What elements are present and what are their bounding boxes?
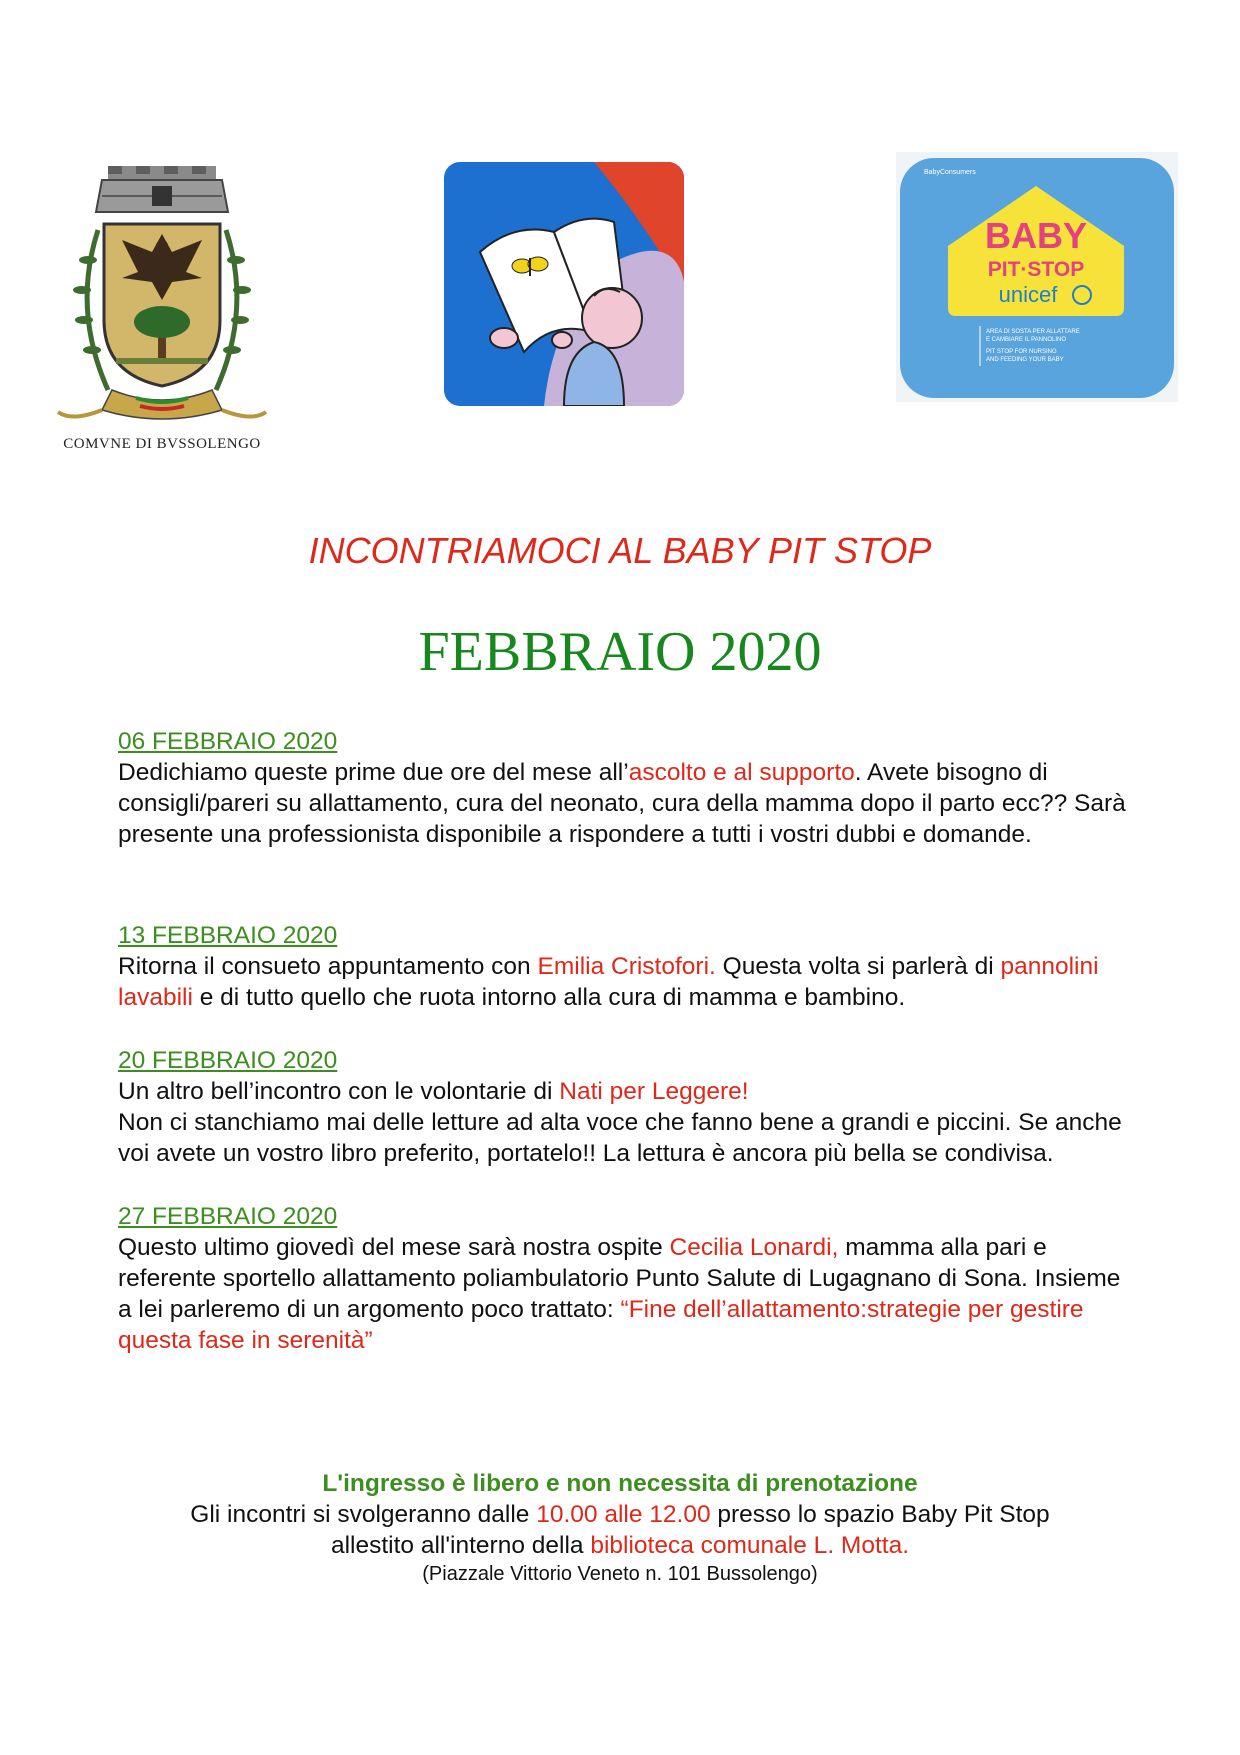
event-highlight: Cecilia Lonardi, (669, 1234, 839, 1261)
event-text: Ritorna il consueto appuntamento con (118, 953, 538, 980)
event-highlight: Nati per Leggere! (559, 1078, 749, 1105)
footer-schedule-line (0, 1499, 1240, 1530)
event-date: 06 FEBBRAIO 2020 (118, 728, 338, 755)
event-highlight: “Fine dell’allattamento:strategie per gestire questa fase in serenità” (118, 1296, 1084, 1354)
footer-text: Gli incontri si svolgeranno dalle (190, 1501, 537, 1528)
event-description (118, 1232, 1138, 1356)
event-date: 20 FEBBRAIO 2020 (118, 1047, 338, 1074)
event-date: 27 FEBBRAIO 2020 (118, 1203, 338, 1230)
baby-pit-stop-icon (896, 152, 1178, 402)
baby-pit-stop-unicef-logo (896, 152, 1178, 402)
event-text: Questo ultimo giovedì del mese sarà nostra ospite (118, 1234, 670, 1261)
pitstop-info2: E CAMBIARE IL PANNOLINO (986, 337, 1067, 343)
pitstop-info3: PIT STOP FOR NURSING (986, 349, 1057, 355)
free-entry-notice: L'ingresso è libero e non necessita di prenotazione (322, 1470, 918, 1497)
pitstop-unicef: unicef (998, 282, 1058, 307)
event-description (118, 1076, 1138, 1169)
event-highlight: Emilia Cristofori. (537, 953, 716, 980)
footer-address: (Piazzale Vittorio Veneto n. 101 Bussolengo) (422, 1563, 818, 1585)
nati-per-leggere-logo (444, 162, 684, 406)
pitstop-small-brand: BabyConsumers (924, 169, 976, 176)
event-item (118, 1045, 1138, 1169)
event-text: Questa volta si parlerà di (715, 953, 1001, 980)
footer-text: presso lo spazio Baby Pit Stop (710, 1501, 1050, 1528)
event-text: Un altro bell’incontro con le volontarie di (118, 1078, 560, 1105)
footer-place: biblioteca comunale L. Motta. (590, 1532, 910, 1559)
event-description (118, 951, 1138, 1013)
page-title: INCONTRIAMOCI AL BABY PIT STOP (308, 530, 932, 571)
event-item (118, 920, 1138, 1013)
event-text: . Avete bisogno di consigli/pareri su allattamento, cura del neonato, cura della mamma dopo il parto ecc?? Sarà presente una professionista disponibile a rispondere a tutti i vostri dubbi e domande. (118, 759, 1126, 848)
event-text: mamma alla pari e referente sportello allattamento poliambulatorio Punto Salute di Lugagnano di Sona. Insieme a lei parleremo di un argomento poco trattato: (118, 1234, 1121, 1323)
event-text: Non ci stanchiamo mai delle letture ad alta voce che fanno bene a grandi e piccini. Se anche voi avete un vostro libro preferito, portatelo!! La lettura è ancora più bella se condivisa. (118, 1109, 1122, 1167)
pitstop-info4: AND FEEDING YOUR BABY (986, 357, 1064, 363)
month-title: FEBBRAIO 2020 (418, 621, 822, 683)
pitstop-line2: PIT·STOP (987, 258, 1085, 281)
comune-crest-logo (52, 160, 272, 460)
event-date: 13 FEBBRAIO 2020 (118, 922, 338, 949)
event-description (118, 757, 1138, 850)
footer-text: allestito all'interno della (330, 1532, 591, 1559)
pitstop-line1: BABY (984, 215, 1088, 256)
event-text: e di tutto quello che ruota intorno alla cura di mamma e bambino. (192, 984, 906, 1011)
events-list (118, 726, 1138, 1356)
footer-info (0, 1468, 1240, 1587)
crest-emblem-icon (52, 160, 272, 432)
pitstop-info1: AREA DI SOSTA PER ALLATTARE (986, 329, 1080, 335)
footer-location-line (0, 1530, 1240, 1561)
event-highlight: pannolini lavabili (118, 953, 1099, 1011)
mother-reading-book-icon (444, 162, 684, 406)
crest-caption: COMVNE DI BVSSOLENGO (63, 436, 261, 452)
event-highlight: ascolto e al supporto (628, 759, 855, 786)
event-item (118, 726, 1138, 850)
event-item (118, 1201, 1138, 1356)
event-text: Dedichiamo queste prime due ore del mese all’ (118, 759, 629, 786)
footer-time: 10.00 alle 12.00 (536, 1501, 711, 1528)
